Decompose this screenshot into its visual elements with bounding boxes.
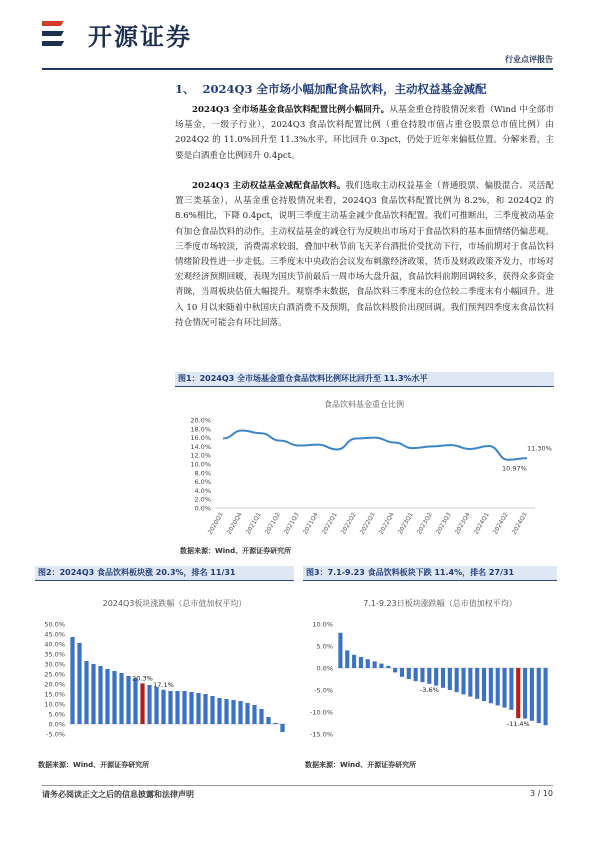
chart-1-series-line [223, 431, 527, 460]
chart-3-bar [544, 668, 548, 725]
chart-2-y-tick: 15.0% [44, 690, 65, 699]
chart-3-bar [434, 668, 438, 686]
chart-2-y-tick: 45.0% [44, 630, 65, 639]
chart-2-bar [189, 692, 193, 724]
figure-1-title: 图1：2024Q3 全市场基金重仓食品饮料比例环比回升至 11.3%水平 [175, 372, 554, 387]
chart-2-bar [259, 709, 263, 724]
chart-3-bar [373, 661, 377, 668]
chart-3-bar [448, 668, 452, 690]
chart-3-bar [537, 668, 541, 723]
chart-1-x-tick: 2021Q2 [263, 511, 282, 536]
chart-2-data-label: 20.3% [132, 674, 153, 683]
chart-1-x-tick: 2022Q3 [358, 511, 377, 536]
chart-1-x-tick: 2022Q1 [320, 511, 339, 536]
figure-2-bar-chart [35, 584, 294, 754]
chart-3-bar [414, 668, 418, 681]
chart-2-bar [280, 724, 284, 732]
chart-1-y-tick: 12.0% [190, 451, 211, 460]
chart-2-y-tick: -5.0% [46, 730, 65, 739]
chart-2-bar [224, 699, 228, 724]
figure-2-source: 数据来源：Wind、开源证券研究所 [38, 761, 150, 769]
chart-3-y-tick: 0.0% [316, 664, 333, 673]
figure-3-source: 数据来源：Wind、开源证券研究所 [305, 761, 417, 769]
chart-2-bar [217, 698, 221, 724]
chart-1-x-tick: 2020Q3 [206, 511, 225, 536]
paragraph-1-body: 从基金重仓持股情况来看（Wind 中全部市场基金，一级子行业），2024Q3 食品饮料配置比例（重仓持股市值占重仓股票总市值比例）由 2024Q2 的 11.0%回升至 11.3%水平，环比回升 0.3pct，仍处于近年来偏低位置。分解来看，主要是白酒重仓比例回升 0.4pct。 [175, 105, 554, 161]
chart-3-y-tick: -10.0% [310, 708, 333, 717]
chart-3-bar [379, 664, 383, 668]
chart-2-bar [203, 694, 207, 724]
chart-3-bar [359, 657, 363, 668]
chart-2-bar [126, 676, 130, 724]
chart-3-y-tick: 5.0% [316, 642, 333, 651]
chart-2-y-tick: 10.0% [44, 700, 65, 709]
paragraph-2-lead: 2024Q3 主动权益基金减配食品饮料。 [192, 181, 346, 191]
chart-1-y-tick: 14.0% [190, 442, 211, 451]
footer-divider [42, 785, 553, 786]
chart-3-bar [455, 668, 459, 692]
chart-1-x-tick: 2021Q1 [244, 511, 263, 536]
chart-1-x-tick: 2023Q1 [396, 511, 415, 536]
chart-2-bar [133, 678, 137, 724]
chart-3-bar [523, 668, 527, 719]
chart-3-bar [400, 668, 404, 677]
chart-3-bar [338, 633, 342, 668]
chart-1-data-label: 11.30% [527, 444, 552, 453]
chart-3-bar [420, 668, 424, 682]
chart-2-bar [91, 664, 95, 724]
header-divider [42, 68, 553, 70]
chart-3-bar [427, 668, 431, 684]
chart-2-bar [98, 666, 102, 724]
chart-1-x-tick: 2022Q2 [339, 511, 358, 536]
chart-1-y-tick: 10.0% [190, 460, 211, 469]
chart-1-x-tick: 2023Q4 [453, 511, 472, 536]
section-heading [175, 81, 495, 97]
chart-3-bar [366, 659, 370, 668]
chart-2-bar [119, 673, 123, 724]
chart-2-bar [147, 685, 151, 724]
figure-1-source: 数据来源：Wind、开源证券研究所 [180, 547, 292, 555]
chart-2-y-tick: 20.0% [44, 680, 65, 689]
chart-2-bar [231, 700, 235, 724]
brand-name: 开源证券 [88, 22, 192, 51]
chart-2-bar [70, 637, 74, 724]
chart-3-bar [496, 668, 500, 705]
chart-3-title: 7.1-9.23日板块涨跌幅（总市值加权平均） [363, 599, 517, 608]
chart-2-y-tick: 5.0% [48, 710, 65, 719]
brand-logo [42, 17, 192, 51]
chart-3-bar [407, 668, 411, 679]
chart-3-y-tick: -5.0% [314, 686, 333, 695]
chart-3-y-tick: -15.0% [310, 730, 333, 739]
figure-3-bar-chart [303, 584, 557, 754]
chart-2-y-tick: 50.0% [44, 620, 65, 629]
chart-3-bar [489, 668, 493, 703]
chart-2-y-tick: 40.0% [44, 640, 65, 649]
chart-2-bar [196, 693, 200, 724]
chart-2-bar [245, 703, 249, 724]
chart-1-x-tick: 2021Q4 [301, 511, 320, 536]
chart-1-x-tick: 2024Q3 [510, 511, 529, 536]
chart-2-bar [112, 671, 116, 724]
chart-2-bar [168, 691, 172, 724]
chart-1-y-tick: 4.0% [194, 486, 211, 495]
chart-2-data-label: 17.1% [153, 680, 174, 689]
chart-2-bar [252, 705, 256, 724]
chart-2-y-tick: 25.0% [44, 670, 65, 679]
chart-3-bar [345, 650, 349, 668]
chart-3-bar [516, 668, 520, 718]
chart-2-bar [175, 691, 179, 724]
chart-1-y-tick: 6.0% [194, 478, 211, 487]
chart-3-bar [393, 668, 397, 672]
chart-1-y-tick: 2.0% [194, 495, 211, 504]
figure-1-line-chart [175, 390, 554, 542]
chart-3-data-label: -11.4% [506, 720, 530, 729]
chart-2-y-tick: 0.0% [48, 720, 65, 729]
paragraph-1-lead: 2024Q3 全市场基金食品饮料配置比例小幅回升。 [192, 105, 390, 115]
chart-1-x-tick: 2022Q4 [377, 511, 396, 536]
chart-1-data-label: 10.97% [502, 464, 527, 473]
chart-2-bar [161, 690, 165, 724]
paragraph-2-body: 我们选取主动权益基金（普通股票、偏股混合、灵活配置三类基金），从基金重仓持股情况来看，2024Q3 食品饮料配置比例为 8.2%，和 2024Q2 的 8.6%相比，下降 0.4pct，说明三季度主动基金减少食品饮料配置。我们可推断出，三季度被动基金有加仓食品饮料的动作。主动权益基金的减仓行为反映出市场对于食品饮料的基本面情绪仍偏悲观。三季度市场较淡，消费需求较弱，叠加中秋节前飞天茅台酒批价受扰动下行，市场前期对于食品饮料情绪阶段性进一步走低。三季度末中央政治会议发布刺激经济政策，货币及财政政策齐发力，市场对宏观经济预期回暖，表现为国庆节前最后一周市场大盘升温，食品饮料前期回调较多，获得众多资金青睐，当周板块估值大幅提升。观察季末数据，食品饮料三季度末的仓位较二季度末有小幅回升。进入 10 月以来随着中秋国庆白酒消费不及预期，食品饮料股价出现回调。我们预判四季度末食品饮料持仓情况可能会有环比回落。 [175, 181, 554, 328]
section-number: 1、 [175, 82, 195, 96]
chart-3-bar [461, 668, 465, 694]
chart-2-bar [273, 723, 277, 724]
chart-1-x-tick: 2024Q2 [491, 511, 510, 536]
chart-2-bar [266, 717, 270, 724]
chart-3-bar [509, 668, 513, 710]
brand-logo-icon [42, 17, 84, 51]
chart-3-bar [530, 668, 534, 721]
chart-1-y-tick: 8.0% [194, 469, 211, 478]
chart-1-y-tick: 16.0% [190, 434, 211, 443]
chart-2-bar [154, 687, 158, 724]
section-title-text: 2024Q3 全市场小幅加配食品饮料，主动权益基金减配 [202, 82, 487, 96]
page-number: 3 / 10 [529, 789, 553, 798]
chart-1-x-tick: 2020Q4 [225, 511, 244, 536]
paragraph-2 [175, 179, 554, 331]
chart-2-y-tick: 30.0% [44, 660, 65, 669]
chart-2-bar [140, 683, 144, 724]
figure-3-title: 图3：7.1-9.23 食品饮料板块下跌 11.4%，排名 27/31 [303, 566, 557, 581]
chart-2-bar [182, 691, 186, 724]
chart-1-y-tick: 0.0% [194, 504, 211, 513]
paragraph-1 [175, 103, 554, 164]
chart-1-title: 食品饮料基金重仓比例 [324, 400, 404, 409]
chart-2-bar [84, 661, 88, 724]
report-type-label: 行业点评报告 [505, 55, 553, 64]
chart-1-x-tick: 2021Q3 [282, 511, 301, 536]
chart-1-y-tick: 18.0% [190, 425, 211, 434]
chart-1-y-tick: 20.0% [190, 416, 211, 425]
chart-3-bar [468, 668, 472, 697]
chart-3-bar [475, 668, 479, 699]
chart-3-bar [352, 655, 356, 668]
chart-3-y-tick: 10.0% [312, 620, 333, 629]
chart-3-bar [482, 668, 486, 701]
figure-2-title: 图2：2024Q3 食品饮料板块涨 20.3%，排名 11/31 [35, 566, 294, 581]
chart-2-title: 2024Q3板块涨跌幅（总市值加权平均） [102, 599, 247, 608]
chart-3-data-label: -3.6% [419, 685, 439, 694]
chart-2-bar [77, 643, 81, 724]
chart-1-x-tick: 2023Q3 [434, 511, 453, 536]
chart-2-y-tick: 35.0% [44, 650, 65, 659]
chart-2-bar [210, 696, 214, 724]
chart-1-x-tick: 2024Q1 [472, 511, 491, 536]
chart-3-bar [441, 668, 445, 688]
chart-3-bar [502, 668, 506, 708]
chart-2-bar [105, 669, 109, 724]
chart-1-x-tick: 2023Q2 [415, 511, 434, 536]
footer-disclaimer: 请务必阅读正文之后的信息披露和法律声明 [42, 790, 194, 799]
chart-2-bar [238, 701, 242, 724]
chart-3-bar [386, 666, 390, 668]
